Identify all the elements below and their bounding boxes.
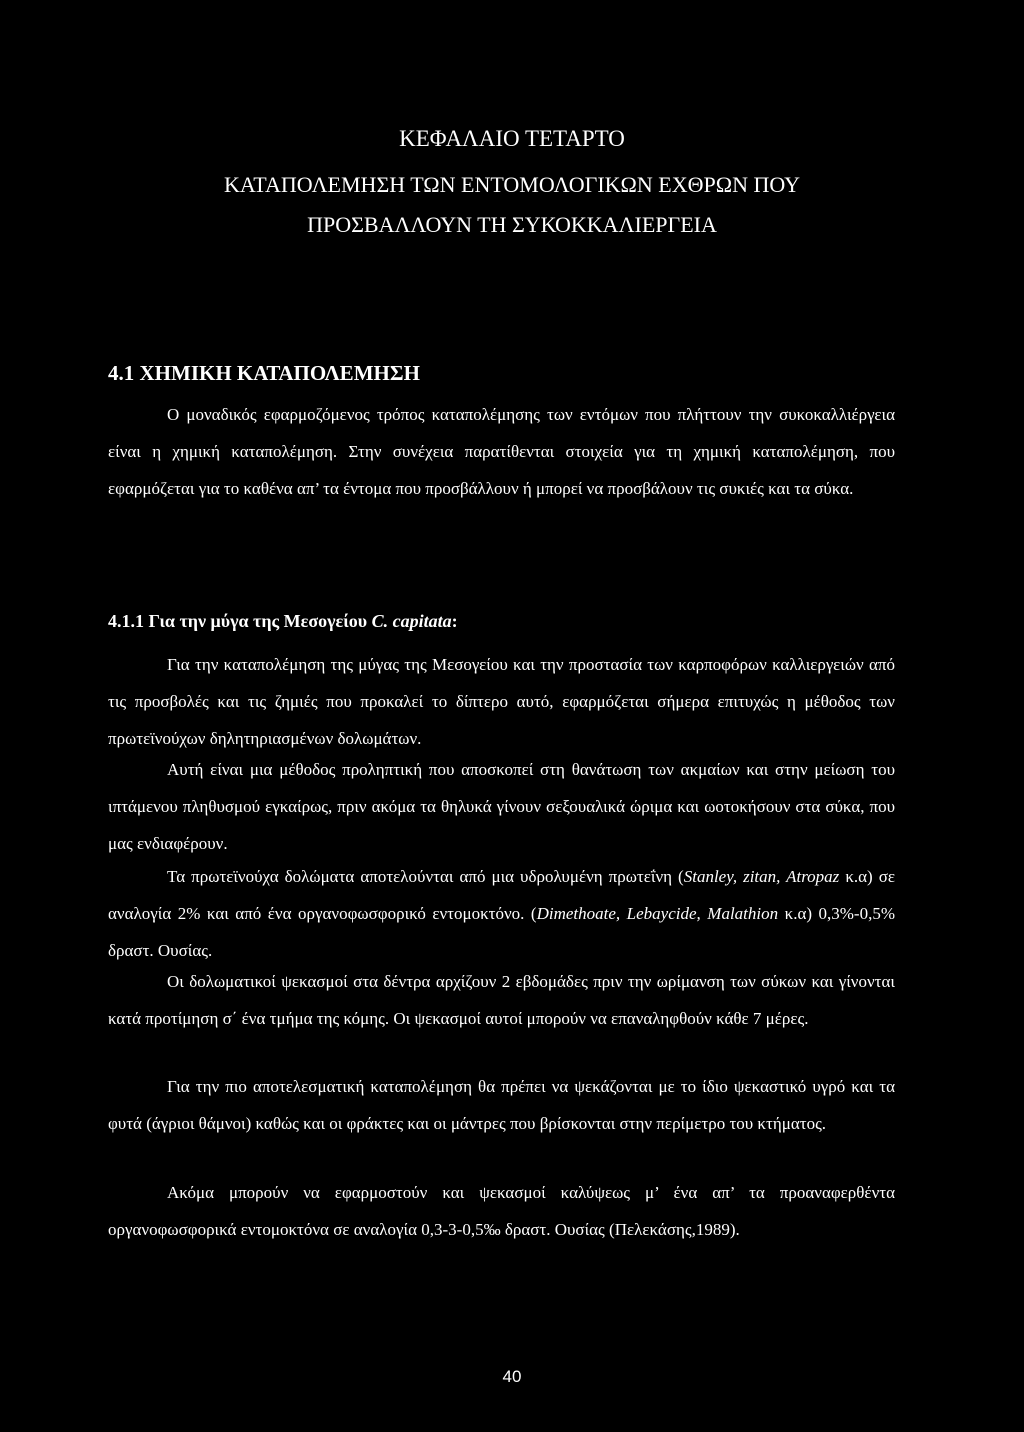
- chapter-subtitle-line-2: ΠΡΟΣΒΑΛΛΟΥΝ ΤΗ ΣΥΚΟΚΚΑΛΙΕΡΓΕΙΑ: [307, 212, 717, 237]
- chapter-subtitle-line-1: ΚΑΤΑΠΟΛΕΜΗΣΗ ΤΩΝ ΕΝΤΟΜΟΛΟΓΙΚΩΝ ΕΧΘΡΩΝ ΠΟΥ: [223, 172, 801, 197]
- body-paragraph-spraying-schedule: Οι δολωματικοί ψεκασμοί στα δέντρα αρχίζουν 2 εβδομάδες πριν την ωρίμανση των σύκων και γίνονται κατά προτίμηση σ΄ ένα τμήμα της κόμης. Οι ψεκασμοί αυτοί μπορούν να επαναληφθούν κάθε 7 μέρες.: [108, 972, 895, 1028]
- chapter-title: ΚΕΦΑΛΑΙΟ ΤΕΤΑΡΤΟ: [399, 126, 625, 151]
- subsection-heading-prefix: 4.1.1 Για την μύγα της Μεσογείου: [108, 611, 372, 631]
- section-intro-paragraph: Ο μοναδικός εφαρμοζόμενος τρόπος καταπολέμησης των εντόμων που πλήττουν την συκοκαλλιέργεια είναι η χημική καταπολέμηση. Στην συνέχεια παρατίθενται στοιχεία για τη χημική καταπολέμηση, που εφαρμόζεται για το καθένα απ’ τα έντομα που προσβάλλουν ή μπορεί να προσβάλουν τις συκιές και τα σύκα.: [108, 405, 895, 498]
- subsection-heading-species: C. capitata: [371, 611, 452, 631]
- body-paragraph-control-method: Για την καταπολέμηση της μύγας της Μεσογείου και την προστασία των καρποφόρων καλλιεργειών από τις προσβολές και τις ζημιές που προκαλεί το δίπτερο αυτό, εφαρμόζεται σήμερα επιτυχώς η μέθοδος των πρωτεϊνούχων δηλητηριασμένων δολωμάτων.: [108, 655, 895, 748]
- subsection-heading-suffix: :: [451, 611, 458, 631]
- page-number: 40: [502, 1367, 522, 1386]
- bait-text-part-3: κ.α) 0,3%-0,5% δραστ. Ουσίας.: [108, 904, 895, 960]
- bait-text-part-1: Τα πρωτεϊνούχα δολώματα αποτελούνται από μια υδρολυμένη πρωτεΐνη (: [167, 867, 684, 886]
- subsection-heading: [108, 609, 458, 633]
- body-paragraph-cover-spraying: Ακόμα μπορούν να εφαρμοστούν και ψεκασμοί καλύψεως μ’ ένα απ’ τα προαναφερθέντα οργανοφωσφορικά εντομοκτόνα σε αναλογία 0,3-3-0,5‰ δραστ. Ουσίας (Πελεκάσης,1989).: [108, 1183, 895, 1239]
- body-paragraph-bait-composition: [108, 858, 895, 969]
- section-heading: 4.1 ΧΗΜΙΚΗ ΚΑΤΑΠΟΛΕΜΗΣΗ: [108, 361, 420, 385]
- body-paragraph-preventive-method: Αυτή είναι μια μέθοδος προληπτική που αποσκοπεί στη θανάτωση των ακμαίων και στην μείωση του ιπτάμενου πληθυσμού εγκαίρως, πριν ακόμα τα θηλυκά γίνουν σεξουαλικά ώριμα και ωοτοκήσουν στα σύκα, που μας ενδιαφέρουν.: [108, 760, 895, 853]
- insecticide-product-names: Dimethoate, Lebaycide, Malathion: [536, 904, 779, 923]
- protein-product-names: Stanley, zitan, Atropaz: [683, 867, 840, 886]
- bait-text-part-2: κ.α) σε αναλογία 2% και από ένα οργανοφωσφορικό εντομοκτόνο. (: [108, 867, 896, 923]
- body-paragraph-perimeter-spraying: Για την πιο αποτελεσματική καταπολέμηση θα πρέπει να ψεκάζονται με το ίδιο ψεκαστικό υγρό και τα φυτά (άγριοι θάμνοι) καθώς και οι φράκτες και οι μάντρες που βρίσκονται στην περίμετρο του κτήματος.: [108, 1077, 895, 1133]
